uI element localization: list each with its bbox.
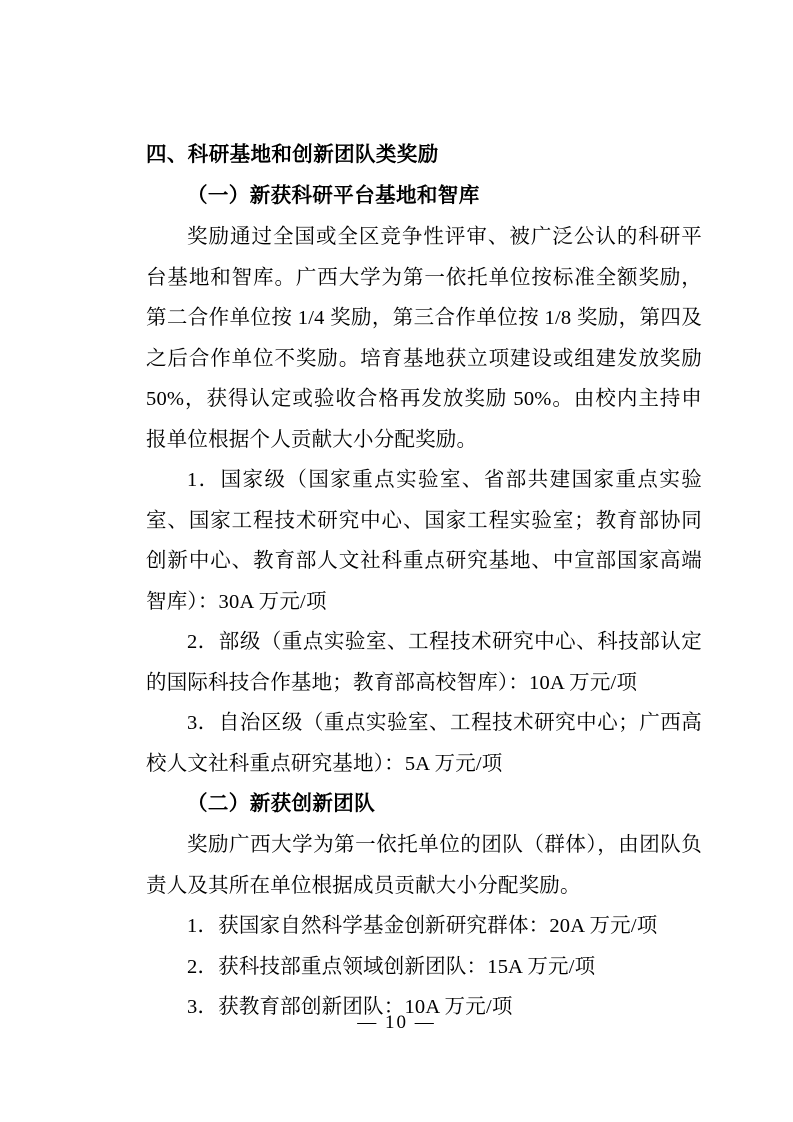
- paragraph-1: 奖励通过全国或全区竞争性评审、被广泛公认的科研平台基地和智库。广西大学为第一依托单位按标准全额奖励，第二合作单位按 1/4 奖励，第三合作单位按 1/8 奖励，第四及之后合作单位不奖励。培育基地获立项建设或组建发放奖励 50%，获得认定或验收合格再发放奖励 50%。由校内主持申报单位根据个人贡献大小分配奖励。: [146, 226, 702, 451]
- page-number: — 10 —: [357, 1012, 436, 1033]
- list-item-2-3: 3．获教育部创新团队：10A 万元/项: [187, 996, 513, 1018]
- list-item-1-3: 3．自治区级（重点实验室、工程技术研究中心；广西高校人文社科重点研究基地）：5A 万元/项: [146, 712, 702, 775]
- page-footer: [0, 1012, 793, 1034]
- list-item-2-2: 2．获科技部重点领域创新团队：15A 万元/项: [187, 955, 596, 978]
- subsection-heading-2: （二）新获创新团队: [187, 793, 376, 815]
- document-body: [146, 135, 702, 1028]
- paragraph-2: 奖励广西大学为第一依托单位的团队（群体），由团队负责人及其所在单位根据成员贡献大小分配奖励。: [146, 834, 702, 897]
- list-item-1-1: 1．国家级（国家重点实验室、省部共建国家重点实验室、国家工程技术研究中心、国家工程实验室；教育部协同创新中心、教育部人文社科重点研究基地、中宣部国家高端智库）：30A 万元/项: [146, 469, 702, 613]
- subsection-heading-1: （一）新获科研平台基地和智库: [187, 185, 480, 207]
- list-item-1-2: 2．部级（重点实验室、工程技术研究中心、科技部认定的国际科技合作基地；教育部高校智库）：10A 万元/项: [146, 631, 702, 694]
- section-heading: 四、科研基地和创新团队类奖励: [146, 144, 439, 166]
- list-item-2-1: 1．获国家自然科学基金创新研究群体：20A 万元/项: [187, 915, 658, 937]
